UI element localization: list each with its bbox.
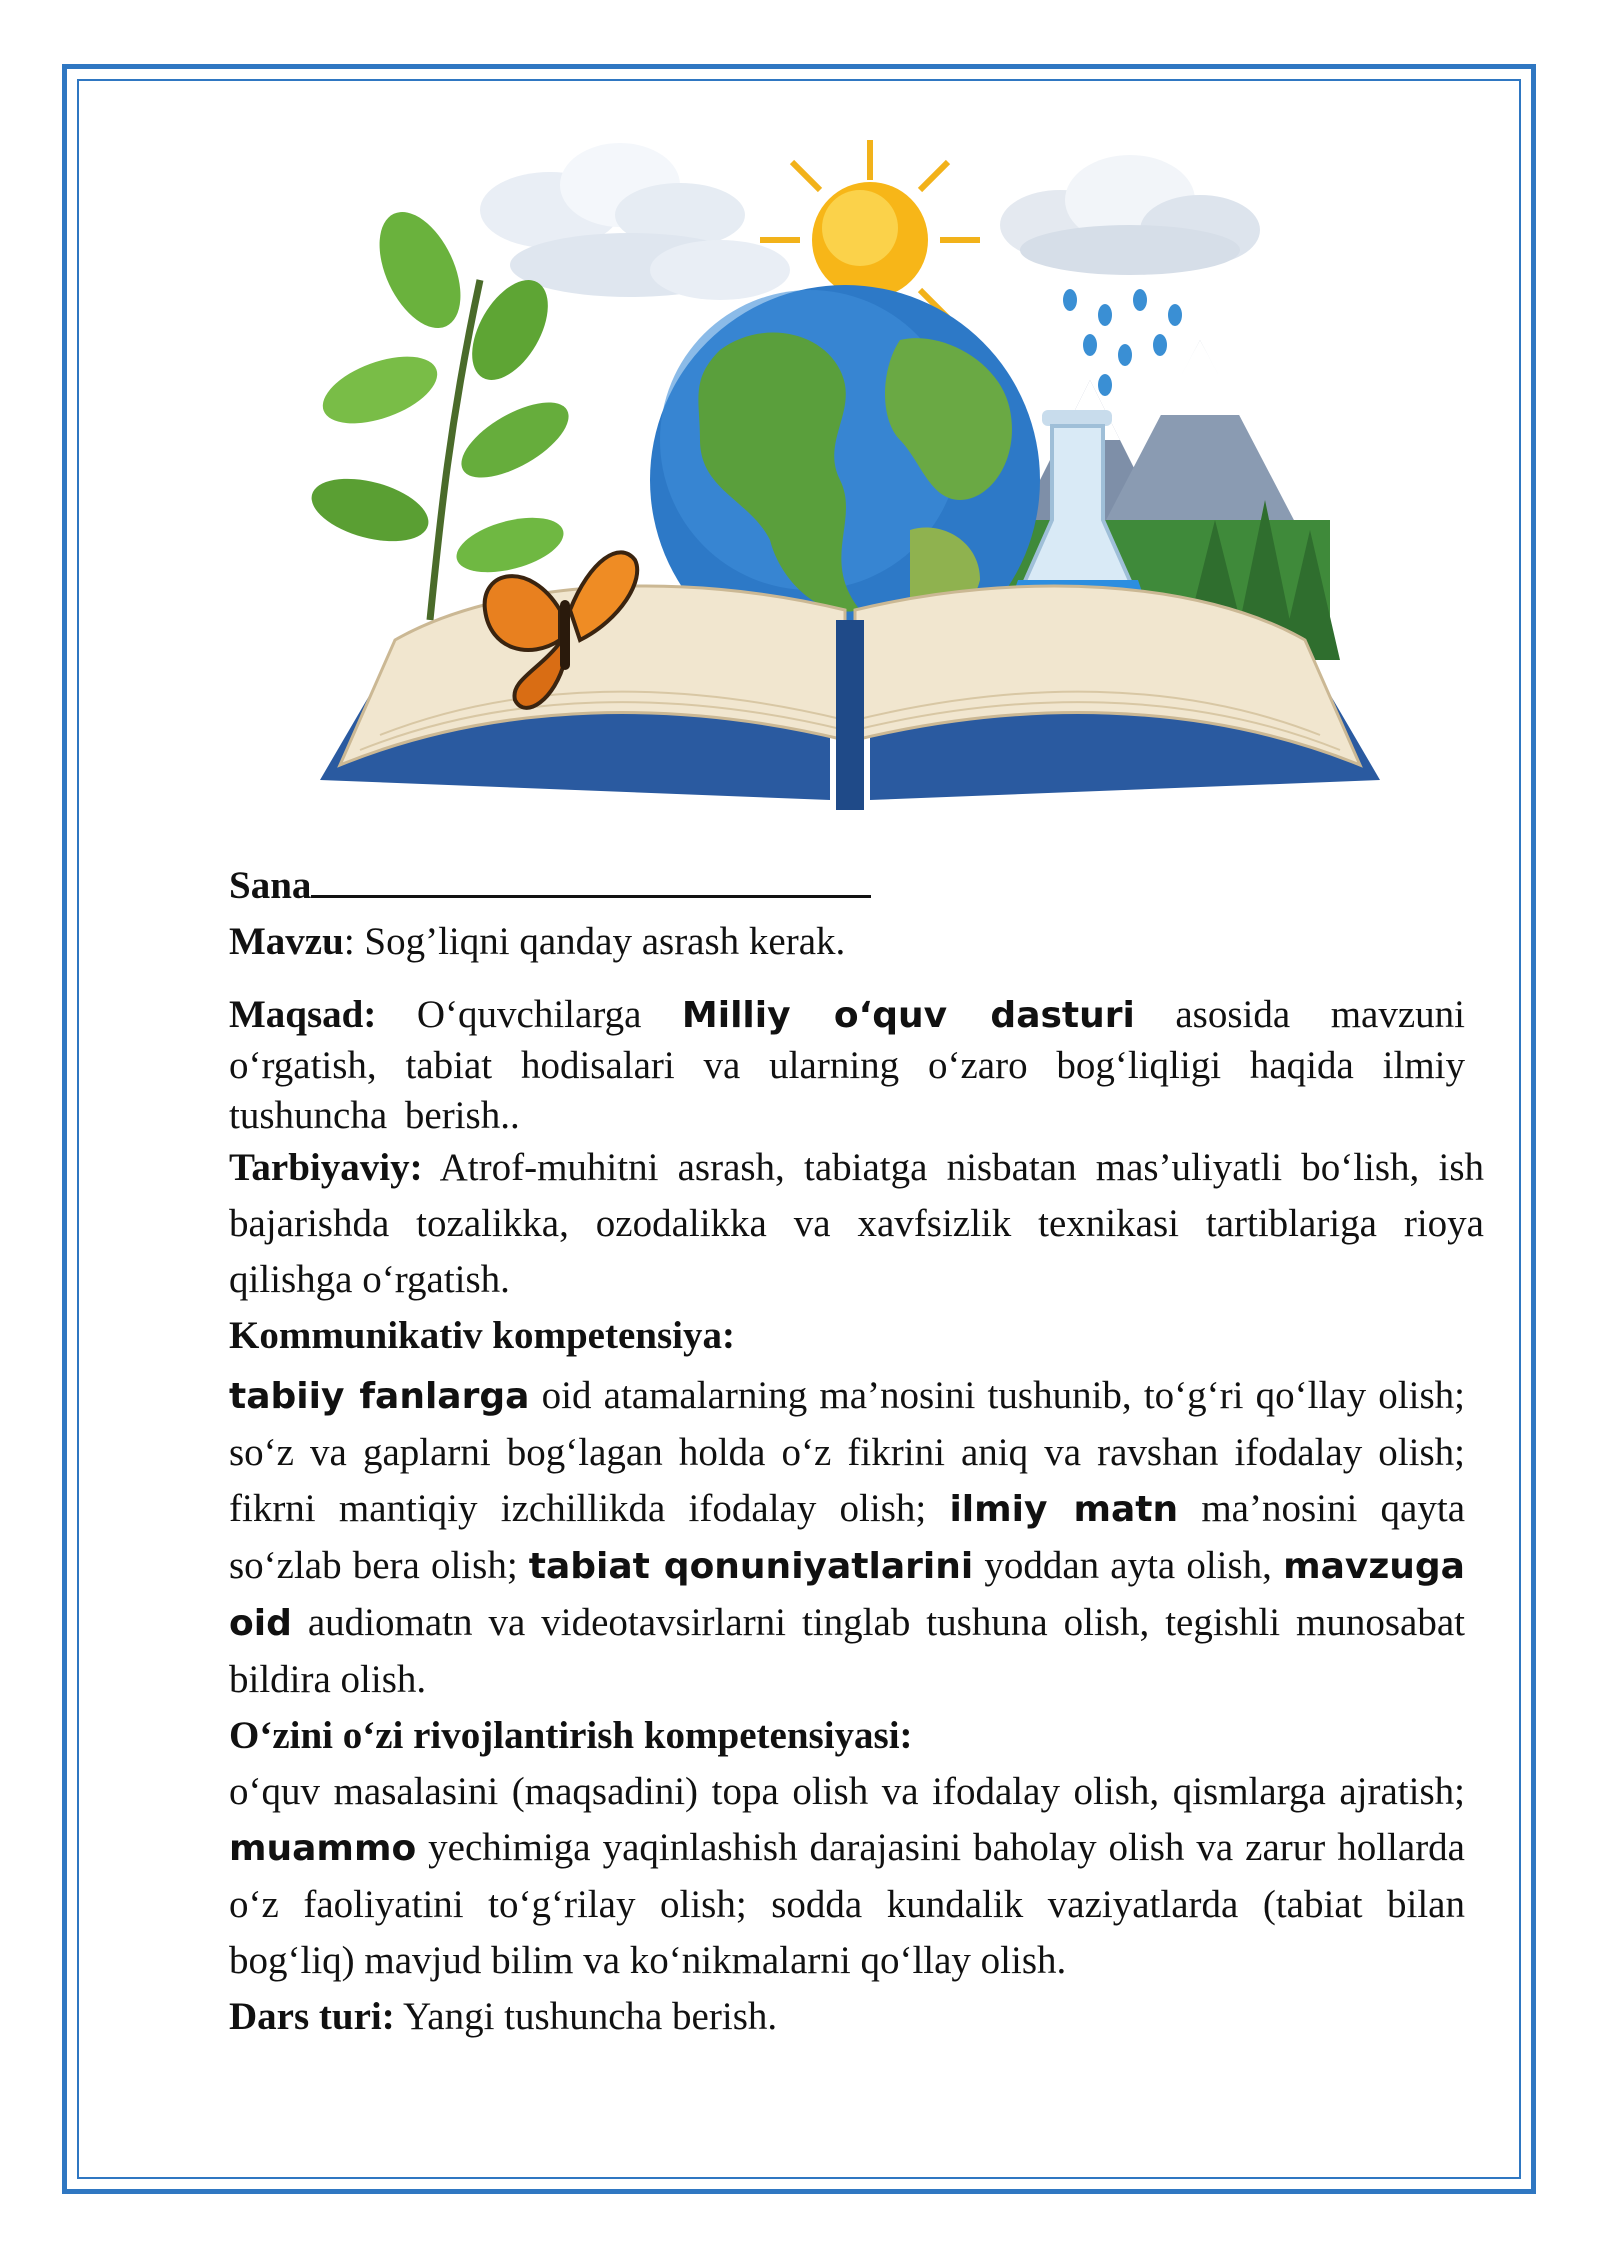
- topic-line: [229, 914, 1469, 970]
- goal-bold-1: Milliy o‘quv dasturi: [681, 995, 1135, 1036]
- communicative-bold-1: tabiiy fanlarga: [229, 1376, 530, 1417]
- lesson-type-text: Yangi tushuncha berish.: [394, 1995, 778, 2038]
- self-dev-text-2: yechimiga yaqinlashish darajasini baholay olish va zarur hollarda o‘z faoliyatini to‘g‘rilay olish; sodda kundalik vaziyatlarda (tabiat bilan bog‘liq) mavjud bilim va ko‘nikmalarni qo‘llay olish.: [229, 1826, 1465, 1982]
- communicative-text-2: ma’nosini qayta so‘zlab bera olish;: [229, 1487, 1465, 1587]
- cloud-icon: [480, 143, 790, 300]
- upbringing-text: Atrof-muhitni asrash, tabiatga nisbatan mas’uliyatli bo‘lish, ish bajarishda tozalikka, ozodalikka va xavfsizlik texnikasi tartiblariga rioya qilishga o‘rgatish.: [229, 1146, 1484, 1301]
- upbringing-label: Tarbiyaviy:: [229, 1146, 423, 1189]
- goal-text-2: asosida mavzuni o‘rgatish, tabiat hodisalari va ularning o‘zaro bog‘liqligi haqida ilmiy tushuncha berish..: [229, 993, 1465, 1137]
- self-dev-bold-1: muammo: [229, 1828, 417, 1869]
- communicative-text-3: yoddan ayta olish,: [973, 1544, 1284, 1587]
- self-dev-text-1: o‘quv masalasini (maqsadini) topa olish va ifodalay olish, qismlarga ajratish;: [229, 1770, 1465, 1813]
- goal-label: Maqsad:: [229, 993, 377, 1036]
- topic-text: Sog’liqni qanday asrash kerak.: [354, 920, 846, 963]
- date-label: Sana: [229, 864, 312, 907]
- lesson-type-line: [229, 1989, 1465, 2045]
- communicative-text-1: oid atamalarning ma’nosini tushunib, to‘g‘ri qo‘llay olish; so‘z va gaplarni bog‘lagan holda o‘z fikrini aniq va ravshan ifodalay olish; fikrni mantiqiy izchillikda ifodalay olish;: [229, 1374, 1465, 1530]
- self-dev-paragraph: [229, 1764, 1465, 1989]
- topic-sep: :: [343, 920, 355, 963]
- self-dev-heading: O‘zini o‘zi rivojlantirish kompetensiyasi:: [229, 1714, 913, 1757]
- nature-illustration: [300, 140, 1400, 820]
- communicative-bold-2: ilmiy matn: [949, 1489, 1179, 1530]
- communicative-heading: Kommunikativ kompetensiya:: [229, 1314, 735, 1357]
- goal-text-1: O‘quvchilarga: [376, 993, 682, 1036]
- date-line: [229, 858, 1469, 914]
- goal-paragraph: [229, 990, 1465, 1141]
- rain-cloud-icon: [1000, 155, 1260, 396]
- topic-label: Mavzu: [229, 920, 344, 963]
- self-dev-heading-line: [229, 1708, 1465, 1764]
- upbringing-paragraph: [229, 1140, 1484, 1308]
- communicative-paragraph: [229, 1368, 1465, 1708]
- communicative-bold-4: mavzuga oid: [229, 1546, 1465, 1644]
- communicative-bold-3: tabiat qonuniyatlarini: [528, 1546, 974, 1587]
- communicative-heading-line: [229, 1308, 1484, 1364]
- communicative-text-4: audiomatn va videotavsirlarni tinglab tushuna olish, tegishli munosabat bildira olish.: [229, 1601, 1465, 1701]
- date-blank: [311, 859, 871, 898]
- lesson-type-label: Dars turi:: [229, 1995, 395, 2038]
